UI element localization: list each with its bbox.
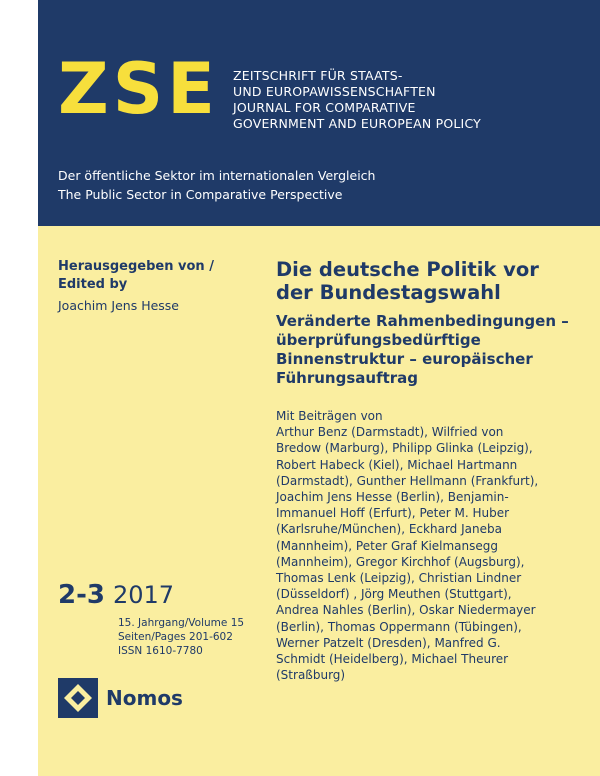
issue-subtitle-line: Veränderte Rahmenbedingungen – <box>276 312 569 330</box>
issue-pages: Seiten/Pages 201-602 <box>118 631 233 643</box>
journal-cover <box>38 0 600 776</box>
nomos-diamond-icon <box>58 678 98 718</box>
contributors-line: Schmidt (Heidelberg), Michael Theurer <box>276 652 509 667</box>
issue-meta <box>118 616 244 658</box>
journal-title-en-line: JOURNAL FOR COMPARATIVE <box>233 100 416 115</box>
journal-logo: ZSE <box>58 48 219 130</box>
contributors-line: Robert Habeck (Kiel), Michael Hartmann <box>276 457 518 472</box>
issue-title-line: Die deutsche Politik vor <box>276 258 539 281</box>
contributors-line: Werner Patzelt (Dresden), Manfred G. <box>276 635 501 650</box>
editor-name: Joachim Jens Hesse <box>58 298 180 313</box>
contributors-line: Arthur Benz (Darmstadt), Wilfried von <box>276 425 504 440</box>
subtitle-en: The Public Sector in Comparative Perspective <box>58 187 343 202</box>
journal-subtitle <box>58 166 375 204</box>
contributors-line: Thomas Lenk (Leipzig), Christian Lindner <box>276 571 522 586</box>
journal-title-en-line: GOVERNMENT AND EUROPEAN POLICY <box>233 116 481 131</box>
issue-year: 2017 <box>112 581 175 609</box>
editor-label: Herausgegeben von / <box>58 259 214 274</box>
cover-header <box>38 0 600 226</box>
contributors-line: Mit Beiträgen von <box>276 409 383 423</box>
contributors-line: Joachim Jens Hesse (Berlin), Benjamin- <box>276 490 509 505</box>
contributors-line: (Darmstadt), Gunther Hellmann (Frankfurt), <box>276 473 539 488</box>
issue-content <box>276 258 596 683</box>
contributors-line: Andrea Nahles (Berlin), Oskar Niedermayer <box>276 603 536 618</box>
journal-title-de-line: UND EUROPAWISSENSCHAFTEN <box>233 84 436 99</box>
contributors-line: Bredow (Marburg), Philipp Glinka (Leipzig), <box>276 441 533 456</box>
contributors-line: (Düsseldorf) , Jörg Meuthen (Stuttgart), <box>276 587 512 602</box>
contributors-line: Immanuel Hoff (Erfurt), Peter M. Huber <box>276 506 510 521</box>
issue-number: 2-3 <box>58 580 105 610</box>
issue-volume: 15. Jahrgang/Volume 15 <box>118 617 245 629</box>
issue-subtitle-line: Führungsauftrag <box>276 369 419 387</box>
issue-subtitle-line: überprüfungsbedürftige <box>276 331 481 349</box>
issue-info <box>58 580 244 658</box>
editor-label-en: Edited by <box>58 277 128 292</box>
contributors-line: (Berlin), Thomas Oppermann (Tübingen), <box>276 619 522 634</box>
subtitle-de: Der öffentliche Sektor im internationalen Vergleich <box>58 168 376 183</box>
journal-title <box>233 68 481 132</box>
publisher-logo <box>58 678 183 718</box>
issue-subtitle-line: Binnenstruktur – europäischer <box>276 350 533 368</box>
issue-number-line <box>58 580 244 610</box>
contributors-line: (Straßburg) <box>276 668 346 683</box>
contributors-line: (Karlsruhe/München), Eckhard Janeba <box>276 522 502 537</box>
publisher-name: Nomos <box>106 686 183 710</box>
issue-title <box>276 258 596 304</box>
contributors-line: (Mannheim), Gregor Kirchhof (Augsburg), <box>276 554 525 569</box>
journal-title-de-line: ZEITSCHRIFT FÜR STAATS- <box>233 68 403 83</box>
issue-title-line: der Bundestagswahl <box>276 281 501 304</box>
issue-subtitle <box>276 312 596 388</box>
contributors-line: (Mannheim), Peter Graf Kielmansegg <box>276 538 499 553</box>
editor-block <box>58 258 214 315</box>
contributors-list <box>276 408 596 683</box>
issue-issn: ISSN 1610-7780 <box>118 645 203 657</box>
